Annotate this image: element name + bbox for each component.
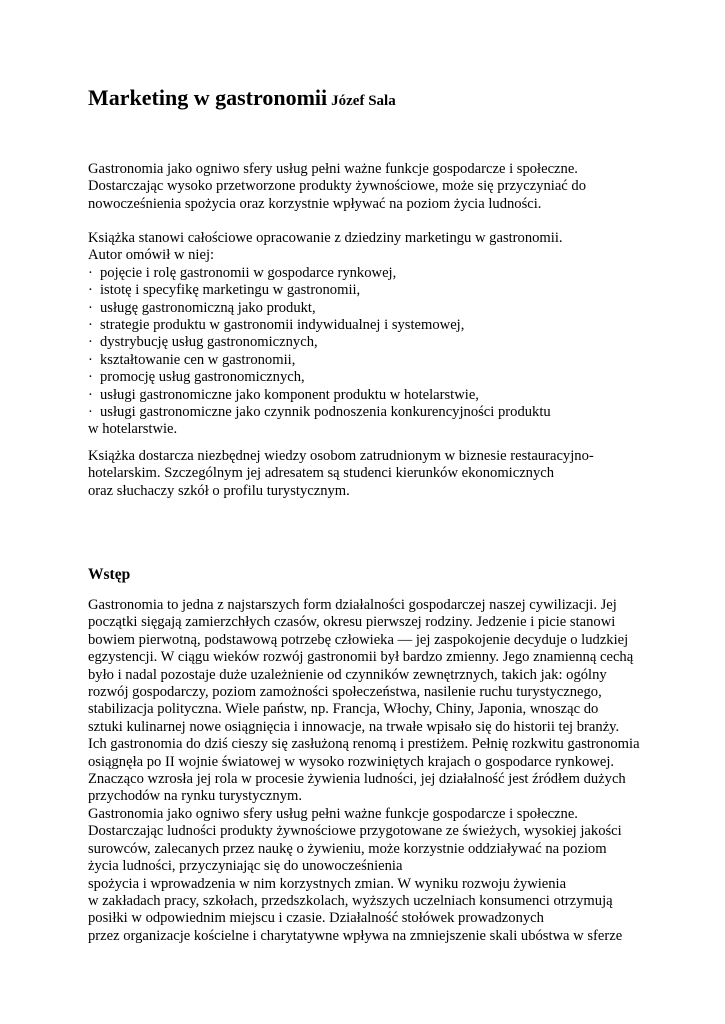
body-line: stabilizacja polityczna. Wiele państw, np. Francja, Włochy, Chiny, Japonia, wnosząc do — [88, 701, 599, 718]
section-heading: Wstęp — [88, 566, 131, 583]
body-line: przychodów na rynku turystycznym. — [88, 788, 302, 805]
body-line: bowiem pierwotną, podstawową potrzebę człowieka — jej zaspokojenie decyduje o ludzkiej — [88, 631, 629, 648]
bullet-symbol: · — [88, 404, 93, 421]
bullet-symbol: · — [88, 334, 93, 351]
body-line: Ich gastronomia do dziś cieszy się zasłużoną renomą i prestiżem. Pełnię rozkwitu gastronomia — [88, 736, 640, 753]
topic-text: kształtowanie cen w gastronomii, — [100, 351, 296, 368]
topics-tail-line: w hotelarstwie. — [88, 421, 178, 438]
bullet-symbol: · — [88, 317, 93, 334]
topic-item — [88, 404, 563, 421]
book-intro-line: Książka stanowi całościowe opracowanie z dziedziny marketingu w gastronomii. — [88, 230, 563, 246]
topic-item — [88, 369, 563, 386]
body-line: egzystencji. W ciągu wieków rozwój gastronomii był bardzo zmienny. Jego znamienną cechą — [88, 649, 634, 666]
intro-paragraph — [88, 161, 586, 213]
body-line: osiągnęła po II wojnie światowej w wysoko rozwiniętych krajach o gospodarce rynkowej. — [88, 753, 615, 770]
body-paragraph — [88, 597, 640, 945]
body-line: sztuki kulinarnej nowe osiągnięcia i innowacje, na trwałe wpisało się do historii tej branży. — [88, 718, 620, 735]
topic-item — [88, 282, 563, 299]
body-line: Gastronomia to jedna z najstarszych form działalności gospodarczej naszej cywilizacji. Jej — [88, 597, 617, 613]
body-line: przez organizacje kościelne i charytatywne wpływa na zmniejszenie skali ubóstwa w sferze — [88, 927, 623, 944]
body-line: spożycia i wprowadzenia w nim korzystnych zmian. W wyniku rozwoju żywienia — [88, 875, 567, 892]
topic-item — [88, 334, 563, 351]
topic-text: dystrybucję usług gastronomicznych, — [100, 334, 318, 351]
topic-item — [88, 352, 563, 369]
topic-text: strategie produktu w gastronomii indywidualnej i systemowej, — [100, 317, 465, 334]
topic-item — [88, 265, 563, 282]
body-line: w zakładach pracy, szkołach, przedszkolach, wyższych uczelniach konsumenci otrzymują — [88, 892, 613, 909]
topic-text: usługę gastronomiczną jako produkt, — [100, 299, 316, 316]
body-line: początki sięgają zamierzchłych czasów, okresu pierwszej rodziny. Jedzenie i picie stanowi — [88, 614, 616, 631]
body-line: było i nadal pozostaje duże uzależnienie od czynników zewnętrznych, takich jak: ogólny — [88, 666, 607, 683]
bullet-symbol: · — [88, 282, 93, 299]
topic-item — [88, 317, 563, 334]
topic-text: pojęcie i rolę gastronomii w gospodarce rynkowej, — [100, 264, 397, 281]
bullet-symbol: · — [88, 351, 93, 368]
body-line: rozwój gospodarczy, poziom zamożności społeczeństwa, nasilenie ruchu turystycznego, — [88, 684, 602, 701]
audience-line: hotelarskim. Szczególnym jej adresatem są studenci kierunków ekonomicznych — [88, 465, 555, 482]
intro-line: Dostarczając wysoko przetworzone produkty żywnościowe, może się przyczyniać do — [88, 178, 587, 195]
intro-line: nowocześnienia spożycia oraz korzystnie wpływać na poziom życia ludności. — [88, 195, 542, 212]
topic-item — [88, 387, 563, 404]
bullet-symbol: · — [88, 386, 93, 403]
audience-line: Książka dostarcza niezbędnej wiedzy osobom zatrudnionym w biznesie restauracyjno- — [88, 448, 594, 464]
bullet-symbol: · — [88, 299, 93, 316]
topic-text: istotę i specyfikę marketingu w gastronomii, — [100, 282, 361, 299]
intro-line: Gastronomia jako ogniwo sfery usług pełni ważne funkcje gospodarcze i społeczne. — [88, 161, 578, 177]
author-lead-line: Autor omówił w niej: — [88, 247, 215, 264]
bullet-symbol: · — [88, 369, 93, 386]
audience-paragraph — [88, 448, 594, 500]
title-main: Marketing w gastronomii — [88, 85, 328, 110]
title-author: Józef Sala — [331, 93, 396, 109]
body-line: Gastronomia jako ogniwo sfery usług pełni ważne funkcje gospodarcze i społeczne. — [88, 805, 578, 822]
topic-item — [88, 300, 563, 317]
topic-text: usługi gastronomiczne jako czynnik podnoszenia konkurencyjności produktu — [100, 404, 551, 421]
body-line: Znacząco wzrosła jej rola w procesie żywienia ludności, jej działalność jest źródłem dużych — [88, 771, 626, 788]
body-line: życia ludności, przyczyniając się do unowocześnienia — [88, 858, 403, 875]
bullet-symbol: · — [88, 264, 93, 281]
topic-text: promocję usług gastronomicznych, — [100, 369, 305, 386]
body-line: Dostarczając ludności produkty żywnościowe przygotowane ze świeżych, wysokiej jakości — [88, 823, 622, 840]
audience-line: oraz słuchaczy szkół o profilu turystycznym. — [88, 482, 350, 499]
topics-paragraph — [88, 230, 563, 439]
topic-text: usługi gastronomiczne jako komponent produktu w hotelarstwie, — [100, 386, 479, 403]
document-title — [88, 85, 396, 111]
body-line: surowców, zalecanych przez naukę o żywieniu, może korzystnie oddziaływać na poziom — [88, 840, 607, 857]
body-line: posiłki w odpowiednim miejscu i czasie. Działalność stołówek prowadzonych — [88, 910, 544, 927]
